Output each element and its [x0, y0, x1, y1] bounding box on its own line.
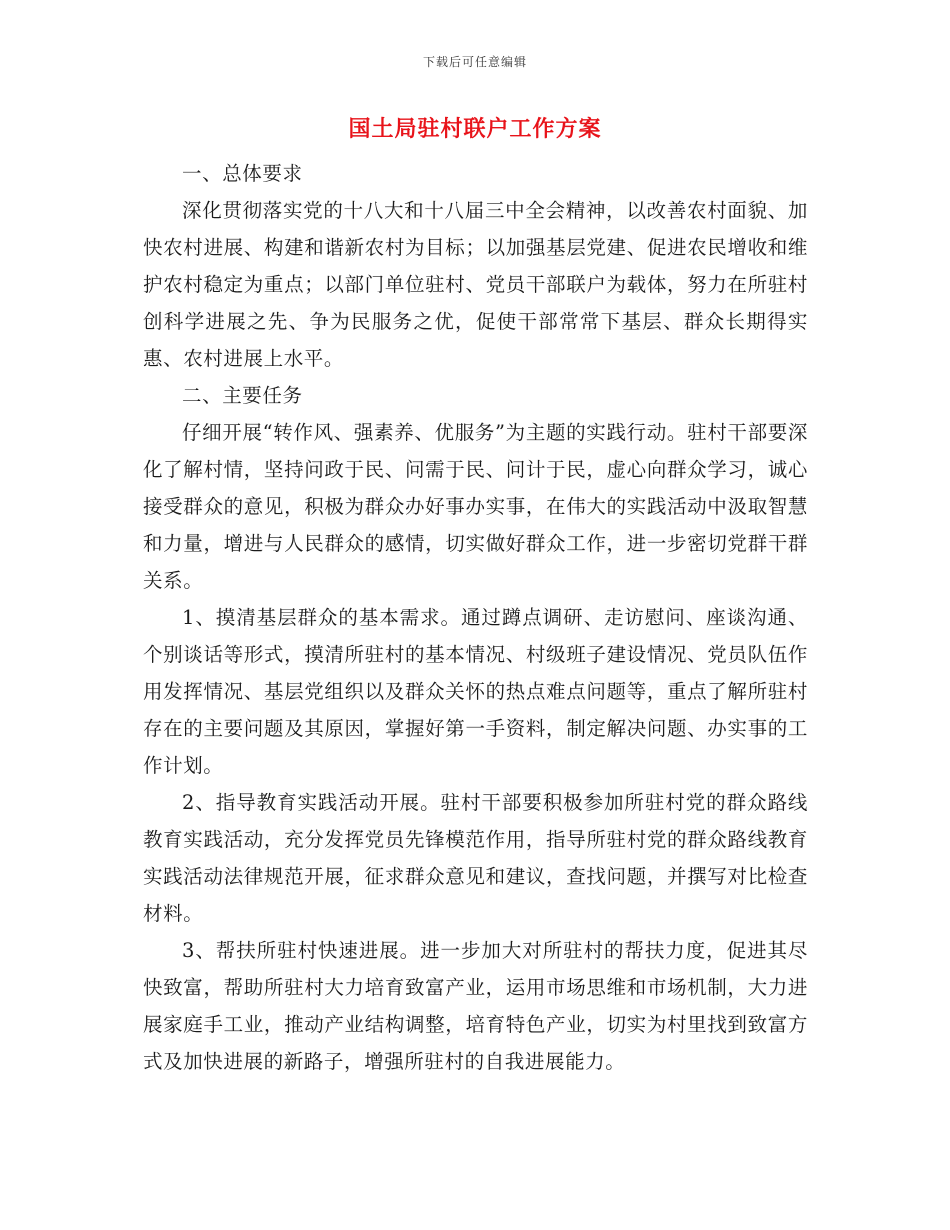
header-note: 下载后可任意编辑 — [422, 55, 527, 69]
document-body — [143, 155, 808, 1080]
paragraph: 仔细开展“转作风、强素养、优服务”为主题的实践行动。驻村干部要深化了解村情，坚持问政于民、问需于民、问计于民，虚心向群众学习，诚心接受群众的意见，积极为群众办好事办实事，在伟大的实践活动中汲取智慧和力量，增进与人民群众的感情，切实做好群众工作，进一步密切党群干群关系。 — [143, 421, 808, 592]
section-heading-overall-requirements: 一、总体要求 — [182, 162, 303, 185]
document-title: 国土局驻村联户工作方案 — [348, 116, 602, 142]
paragraph: 3、帮扶所驻村快速进展。进一步加大对所驻村的帮扶力度，促进其尽快致富，帮助所驻村大力培育致富产业，运用市场思维和市场机制，大力进展家庭手工业，推动产业结构调整，培育特色产业，切实为村里找到致富方式及加快进展的新路子，增强所驻村的自我进展能力。 — [143, 939, 808, 1073]
section-heading-main-tasks: 二、主要任务 — [182, 384, 303, 407]
paragraph: 1、摸清基层群众的基本需求。通过蹲点调研、走访慰问、座谈沟通、个别谈话等形式，摸清所驻村的基本情况、村级班子建设情况、党员队伍作用发挥情况、基层党组织以及群众关怀的热点难点问题等，重点了解所驻村存在的主要问题及其原因，掌握好第一手资料，制定解决问题、办实事的工作计划。 — [143, 606, 808, 777]
paragraph: 深化贯彻落实党的十八大和十八届三中全会精神，以改善农村面貌、加快农村进展、构建和谐新农村为目标；以加强基层党建、促进农民增收和维护农村稳定为重点；以部门单位驻村、党员干部联户为载体，努力在所驻村创科学进展之先、争为民服务之优，促使干部常常下基层、群众长期得实惠、农村进展上水平。 — [143, 199, 808, 370]
paragraph: 2、指导教育实践活动开展。驻村干部要积极参加所驻村党的群众路线教育实践活动，充分发挥党员先锋模范作用，指导所驻村党的群众路线教育实践活动法律规范开展，征求群众意见和建议，查找问题，并撰写对比检查材料。 — [143, 791, 808, 925]
